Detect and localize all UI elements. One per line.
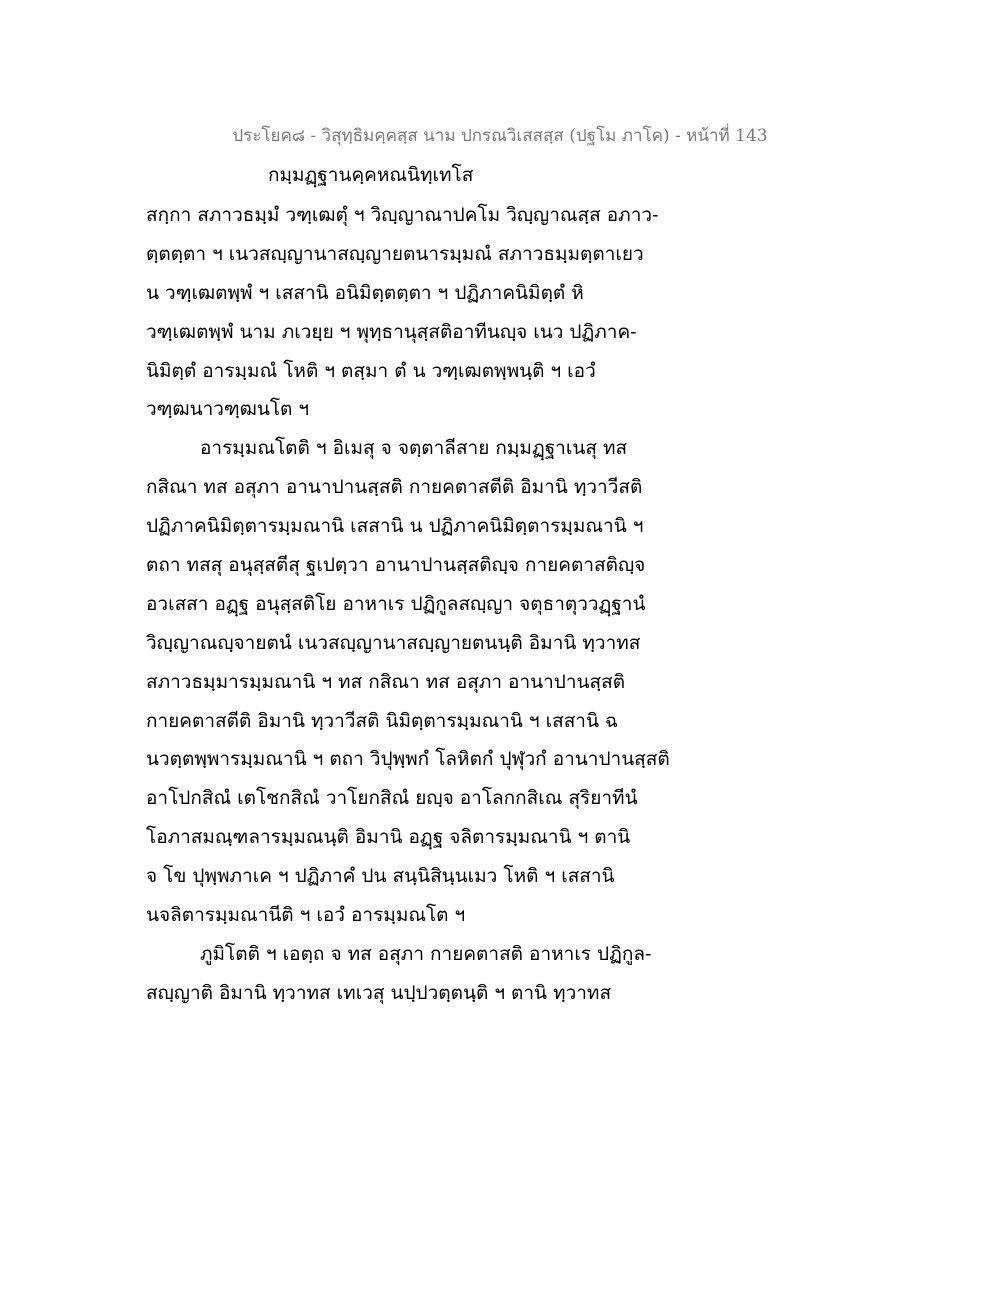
text-line: ปฏิภาคนิมิตฺตารมฺมณานิ เสสานิ น ปฏิภาคนิมิตฺตารมฺมณานิ ฯ xyxy=(146,515,644,538)
paragraph-start-line: ภูมิโตติ ฯ เอตฺถ จ ทส อสุภา กายคตาสติ อาหาเร ปฏิกูล- xyxy=(200,942,652,965)
text-line: อวเสสา อฏฺฐ อนุสฺสติโย อาหาเร ปฏิกูลสญฺญา จตุธาตุววฏฺฐานํ xyxy=(146,592,646,615)
text-line: นจลิตารมฺมณานีติ ฯ เอวํ อารมฺมณโต ฯ xyxy=(146,904,466,927)
text-line: ตฺตตฺตา ฯ เนวสญฺญานาสญฺญายตนารมฺมณํ สภาวธมฺมตฺตาเยว xyxy=(146,242,644,265)
text-line: สภาวธมฺมารมฺมณานิ ฯ ทส กสิณา ทส อสุภา อานาปานสฺสติ xyxy=(146,670,626,693)
body-text xyxy=(146,196,726,1013)
paragraph-start-line: อารมฺมณโตติ ฯ อิเมสุ จ จตฺตาลีสาย กมฺมฏฺฐาเนสุ ทส xyxy=(200,437,628,460)
text-line: สญฺญาติ อิมานิ ทฺวาทส เทเวสุ นปฺปวตฺตนฺติ ฯ ตานิ ทฺวาทส xyxy=(146,981,612,1004)
text-line: ตถา ทสสุ อนุสฺสตีสุ ฐเปตฺวา อานาปานสฺสติญฺจ กายคตาสติญฺจ xyxy=(146,554,646,577)
text-line: น วฑฺเฒตพฺพํ ฯ เสสานิ อนิมิตฺตตฺตา ฯ ปฏิภาคนิมิตฺตํ หิ xyxy=(146,281,584,304)
text-line: วฑฺฒนาวฑฺฒนโต ฯ xyxy=(146,398,310,421)
text-line: สกฺกา สภาวธมฺมํ วฑฺเฒตุํ ฯ วิญฺญาณาปคโม วิญฺญาณสฺส อภาว- xyxy=(146,204,659,226)
page-header: ประโยค๘ - วิสุทฺธิมคฺคสฺส นาม ปกรณวิเสสสฺส (ปฐโม ภาโค) - หน้าที่ 143 xyxy=(232,126,768,146)
text-line: กสิณา ทส อสุภา อานาปานสฺสติ กายคตาสตีติ อิมานิ ทฺวาวีสติ xyxy=(146,476,643,499)
text-line: กายคตาสตีติ อิมานิ ทฺวาวีสติ นิมิตฺตารมฺมณานิ ฯ เสสานิ ฉ xyxy=(146,709,618,732)
text-line: วิญฺญาณญฺจายตนํ เนวสญฺญานาสญฺญายตนนฺติ อิมานิ ทฺวาทส xyxy=(146,631,641,654)
text-line: อาโปกสิณํ เตโชกสิณํ วาโยกสิณํ ยญฺจ อาโลกกสิเณ สุริยาทีนํ xyxy=(146,787,638,810)
text-line: วฑฺเฒตพฺพํ นาม ภเวยฺย ฯ พุทฺธานุสฺสติอาทีนญฺจ เนว ปฏิภาค- xyxy=(146,320,637,343)
text-line: โอภาสมณฺฑลารมฺมณนฺติ อิมานิ อฏฺฐ จลิตารมฺมณานิ ฯ ตานิ xyxy=(146,826,631,849)
section-title: กมฺมฏฺฐานคฺคหณนิทฺเทโส xyxy=(268,164,474,186)
text-line: จ โข ปุพฺพภาเค ฯ ปฏิภาคํ ปน สนฺนิสินฺนเมว โหติ ฯ เสสานิ xyxy=(146,865,615,888)
text-line: นวตฺตพฺพารมฺมณานิ ฯ ตถา วิปุพฺพกํ โลหิตกํ ปุฬุวกํ อานาปานสฺสติ xyxy=(146,748,670,771)
text-line: นิมิตฺตํ อารมฺมณํ โหติ ฯ ตสฺมา ตํ น วฑฺเฒตพฺพนฺติ ฯ เอวํ xyxy=(146,359,596,382)
